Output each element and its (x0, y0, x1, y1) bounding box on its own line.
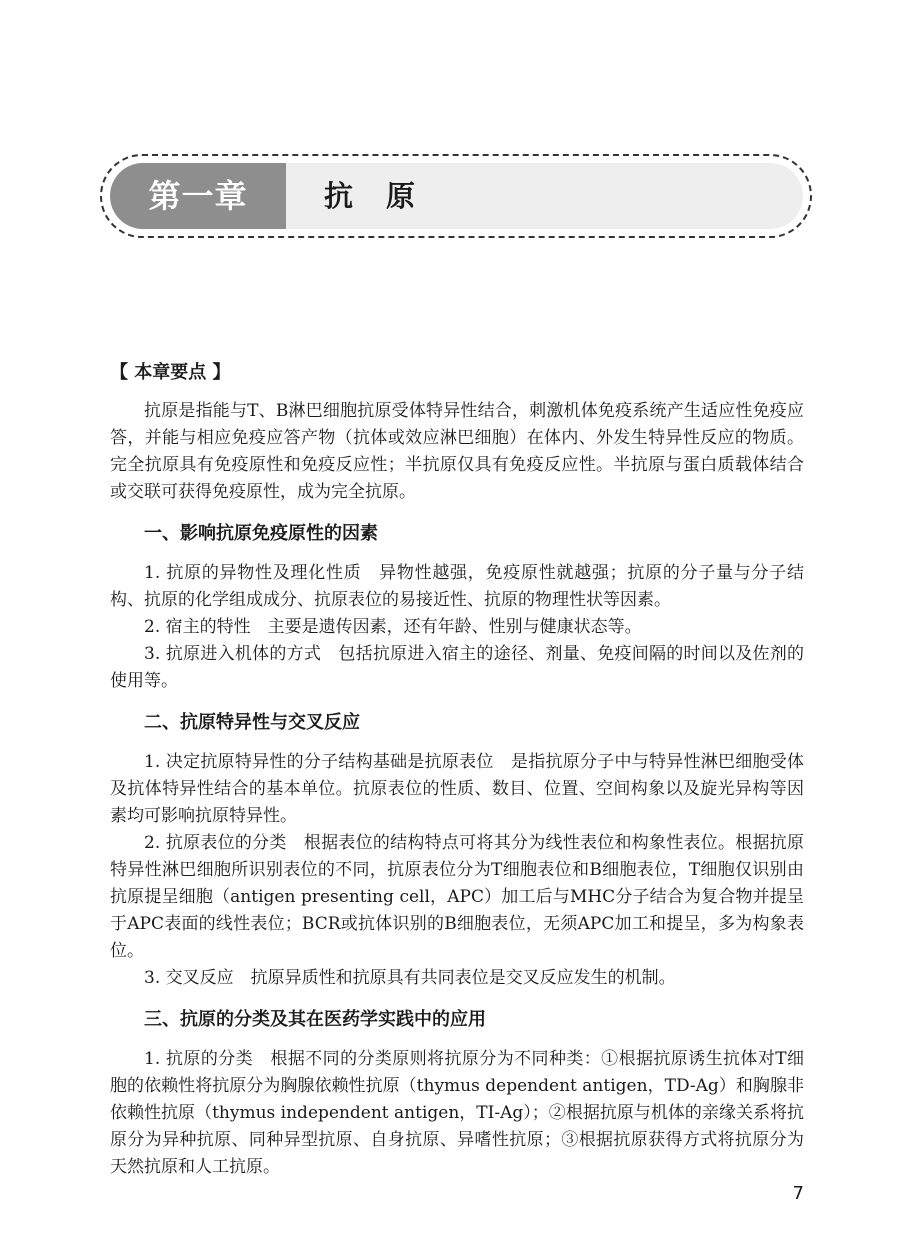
chapter-number: 第一章 (110, 163, 286, 229)
paragraph: 2. 抗原表位的分类 根据表位的结构特点可将其分为线性表位和构象性表位。根据抗原特异性淋巴细胞所识别表位的不同，抗原表位分为T细胞表位和B细胞表位，T细胞仅识别由抗原提呈细胞（antigen presenting cell，APC）加工后与MHC分子结合为复合物并提呈于APC表面的线性表位；BCR或抗体识别的B细胞表位，无须APC加工和提呈，多为构象表位。 (110, 833, 804, 961)
page-number: 7 (792, 1183, 804, 1204)
chapter-header (110, 163, 803, 229)
key-points-intro: 抗原是指能与T、B淋巴细胞抗原受体特异性结合，刺激机体免疫系统产生适应性免疫应答，并能与相应免疫应答产物（抗体或效应淋巴细胞）在体内、外发生特异性反应的物质。完全抗原具有免疫原性和免疫反应性；半抗原仅具有免疫反应性。半抗原与蛋白质载体结合或交联可获得免疫原性，成为完全抗原。 (110, 401, 804, 502)
paragraph: 2. 宿主的特性 主要是遗传因素，还有年龄、性别与健康状态等。 (144, 617, 642, 637)
section-heading: 二、抗原特异性与交叉反应 (144, 712, 360, 733)
section-heading: 三、抗原的分类及其在医药学实践中的应用 (144, 1009, 486, 1030)
paragraph: 1. 抗原的异物性及理化性质 异物性越强，免疫原性就越强；抗原的分子量与分子结构、抗原的化学组成成分、抗原表位的易接近性、抗原的物理性状等因素。 (110, 563, 804, 610)
page-content (110, 358, 804, 1181)
paragraph: 3. 交叉反应 抗原异质性和抗原具有共同表位是交叉反应发生的机制。 (144, 968, 676, 988)
paragraph: 3. 抗原进入机体的方式 包括抗原进入宿主的途径、剂量、免疫间隔的时间以及佐剂的使用等。 (110, 644, 804, 691)
paragraph: 1. 抗原的分类 根据不同的分类原则将抗原分为不同种类：①根据抗原诱生抗体对T细胞的依赖性将抗原分为胸腺依赖性抗原（thymus dependent antigen，TD-Ag）和胸腺非依赖性抗原（thymus independent antigen，TI-Ag）；②根据抗原与机体的亲缘关系将抗原分为异种抗原、同种异型抗原、自身抗原、异嗜性抗原；③根据抗原获得方式将抗原分为天然抗原和人工抗原。 (110, 1049, 804, 1177)
paragraph: 1. 决定抗原特异性的分子结构基础是抗原表位 是指抗原分子中与特异性淋巴细胞受体及抗体特异性结合的基本单位。抗原表位的性质、数目、位置、空间构象以及旋光异构等因素均可影响抗原特异性。 (110, 752, 804, 826)
key-points-heading: 【 本章要点 】 (110, 362, 231, 383)
chapter-title: 抗 原 (324, 179, 418, 213)
section-heading: 一、影响抗原免疫原性的因素 (144, 523, 378, 544)
